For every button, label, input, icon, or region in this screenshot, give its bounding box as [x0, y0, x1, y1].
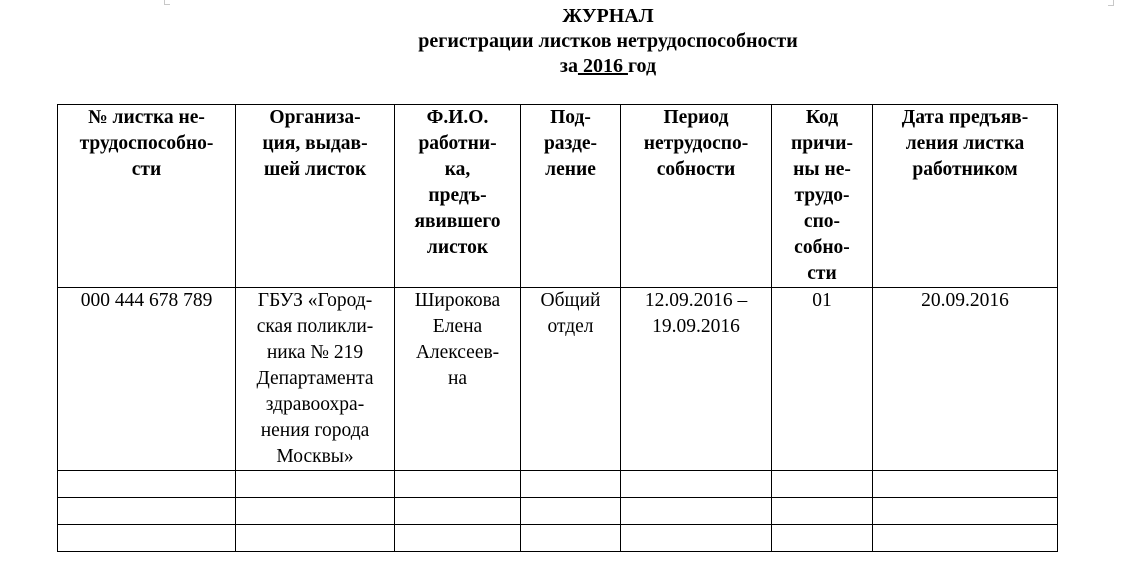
header-cell [621, 105, 772, 288]
cell-text-line: Москвы» [276, 446, 354, 467]
header-cell [58, 105, 236, 288]
table-row [58, 288, 1058, 471]
cell-text-line: трудоспособно- [79, 133, 214, 154]
empty-cell [621, 525, 772, 552]
cell-text-line: спо- [803, 211, 841, 232]
table-cell [236, 288, 395, 471]
table-cell [395, 288, 521, 471]
empty-cell [395, 498, 521, 525]
cell-text-line: 19.09.2016 [652, 316, 740, 337]
table-cell [772, 288, 873, 471]
cell-text-line: собности [656, 159, 736, 180]
empty-cell [58, 471, 236, 498]
empty-table-row [58, 471, 1058, 498]
header-cell [395, 105, 521, 288]
cell-text-line: нения города [260, 420, 370, 441]
header-cell [873, 105, 1058, 288]
cell-text-line: Код [805, 107, 839, 128]
empty-cell [772, 498, 873, 525]
cell-text-line: ка, [444, 159, 471, 180]
cell-text-line: трудо- [794, 185, 850, 206]
empty-cell [521, 471, 621, 498]
cell-text-line: ская поликли- [256, 316, 374, 337]
year-suffix: год [627, 55, 657, 77]
cell-text-line: Департамента [256, 368, 374, 389]
empty-cell [521, 525, 621, 552]
empty-cell [395, 525, 521, 552]
cell-text-line: № листка не- [88, 107, 205, 128]
cell-text-line: работни- [418, 133, 497, 154]
empty-cell [772, 525, 873, 552]
cell-text-line: ны не- [793, 159, 851, 180]
empty-cell [521, 498, 621, 525]
document-year-line [0, 54, 1130, 79]
empty-cell [236, 525, 395, 552]
header-cell [521, 105, 621, 288]
cell-text-line: шей листок [263, 159, 367, 180]
cell-text-line: сти [807, 263, 837, 284]
document-title: ЖУРНАЛ [562, 5, 654, 27]
table-cell [58, 288, 236, 471]
cell-text-line: ГБУЗ «Город- [257, 290, 373, 311]
empty-cell [873, 525, 1058, 552]
table-cell [873, 288, 1058, 471]
cell-text-line: на [447, 368, 468, 389]
cell-text-line: 20.09.2016 [921, 290, 1009, 311]
cell-text-line: листок [426, 237, 489, 258]
empty-cell [621, 471, 772, 498]
empty-cell [873, 471, 1058, 498]
cell-text-line: Елена [432, 316, 483, 337]
cell-text-line: Под- [550, 107, 591, 128]
cell-text-line: Широкова [414, 290, 501, 311]
cell-text-line: Дата предъяв- [901, 107, 1029, 128]
registration-journal-table [57, 104, 1058, 552]
table-header-row [58, 105, 1058, 288]
cell-text-line: 12.09.2016 – [644, 290, 748, 311]
cell-text-line: 01 [812, 290, 832, 311]
cell-text-line: Алексеев- [415, 342, 500, 363]
empty-cell [621, 498, 772, 525]
empty-cell [58, 498, 236, 525]
cell-text-line: здравоохра- [265, 394, 365, 415]
empty-table-row [58, 525, 1058, 552]
document-heading [0, 4, 1130, 79]
year-value: 2016 [577, 55, 628, 77]
cell-text-line: разде- [543, 133, 598, 154]
cell-text-line: предъ- [428, 185, 487, 206]
cell-text-line: сти [131, 159, 162, 180]
header-cell [236, 105, 395, 288]
cell-text-line: ление [545, 159, 596, 180]
cell-text-line: ника № 219 [266, 342, 364, 363]
cell-text-line: собно- [794, 237, 850, 258]
cell-text-line: отдел [547, 316, 594, 337]
table-cell [521, 288, 621, 471]
empty-cell [236, 471, 395, 498]
cell-text-line: причи- [790, 133, 854, 154]
empty-cell [873, 498, 1058, 525]
empty-cell [58, 525, 236, 552]
cell-text-line: работником [912, 159, 1018, 180]
document-subtitle: регистрации листков нетрудоспособности [418, 30, 798, 52]
cell-text-line: ления листка [905, 133, 1025, 154]
empty-cell [395, 471, 521, 498]
empty-cell [772, 471, 873, 498]
empty-table-row [58, 498, 1058, 525]
cell-text-line: явившего [414, 211, 501, 232]
cell-text-line: Ф.И.О. [426, 107, 489, 128]
cell-text-line: Общий [540, 290, 601, 311]
header-cell [772, 105, 873, 288]
cell-text-line: Период нетрудоспо- [643, 107, 749, 154]
cell-text-line: Организа- [269, 107, 361, 128]
year-prefix: за [559, 55, 578, 77]
empty-cell [236, 498, 395, 525]
cell-text-line: 000 444 678 789 [80, 290, 213, 311]
table-cell [621, 288, 772, 471]
cell-text-line: ция, выдав- [262, 133, 368, 154]
